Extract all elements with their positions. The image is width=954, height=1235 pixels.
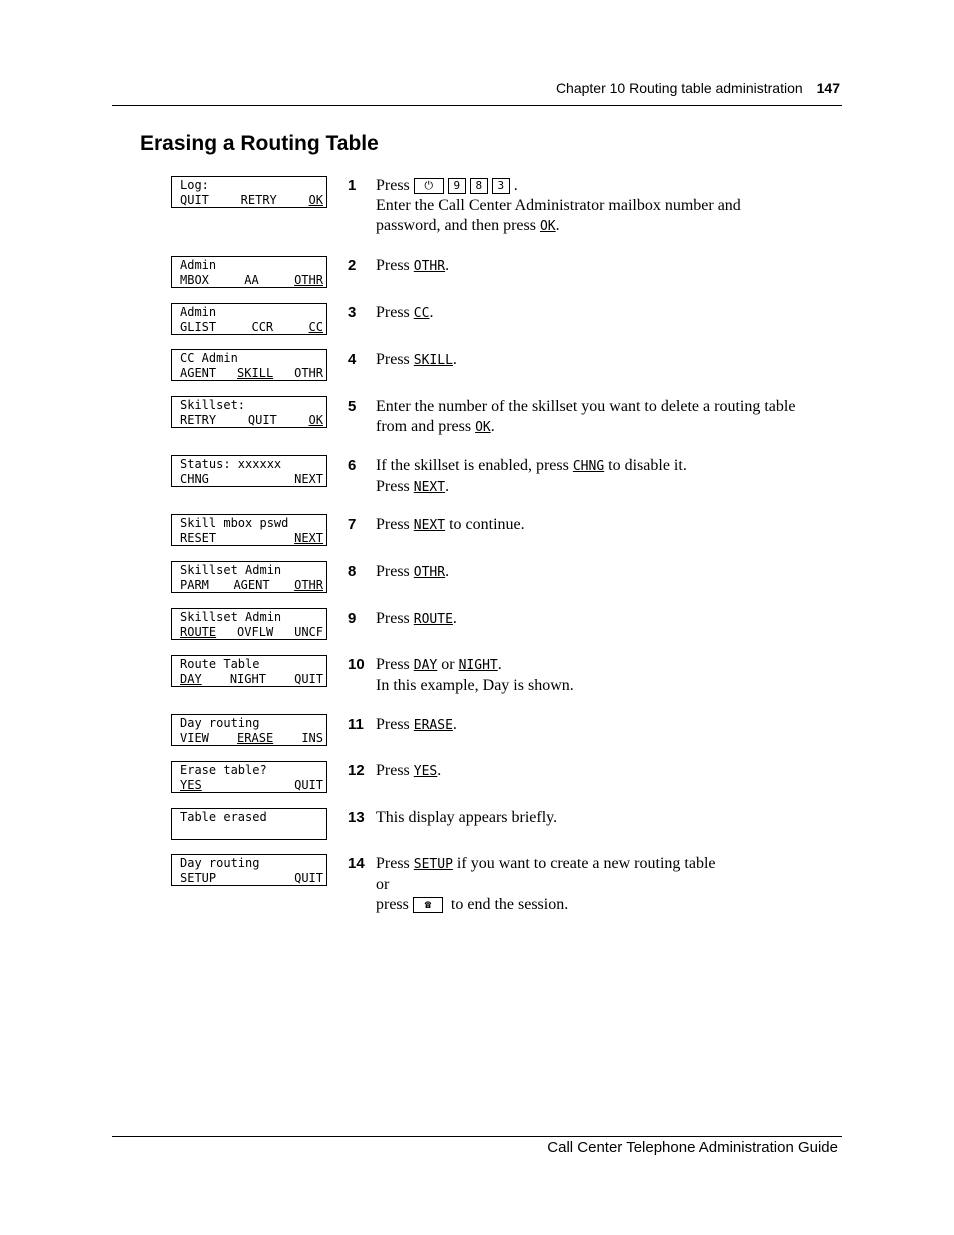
display-softkey: YES	[180, 778, 202, 792]
chapter-title: Chapter 10 Routing table administration	[555, 80, 803, 96]
step-text-run: .	[490, 418, 495, 435]
step-number: 3	[348, 304, 357, 321]
dialpad-key: 8	[470, 178, 488, 194]
step-text-run: In this example, Day is shown.	[376, 677, 574, 694]
display-softkey: INS	[301, 731, 323, 745]
step-text-run: If the skillset is enabled, press	[376, 457, 573, 474]
step-text-run: from and press	[376, 418, 476, 435]
step-text-run: Enter the number of the skillset you want to delete a routing table	[376, 398, 796, 415]
step-text	[376, 350, 836, 371]
display-softkey: NEXT	[294, 531, 323, 545]
display-softkey: DAY	[180, 672, 202, 686]
display-softkey: UNCF	[294, 625, 323, 639]
footer-rule	[112, 1136, 842, 1137]
display-softkey: RETRY	[240, 193, 277, 207]
step-text	[376, 655, 836, 696]
display-softkey: NEXT	[294, 472, 323, 486]
step-text-run: .	[513, 177, 518, 194]
display-softkey: PARM	[180, 578, 209, 592]
step-text-run: Press	[376, 656, 414, 673]
display-softkey: OVFLW	[237, 625, 274, 639]
display-softkey: OK	[308, 413, 323, 427]
display-softkey: QUIT	[180, 193, 209, 207]
display-softkeys	[180, 472, 324, 487]
step-text-run: Press	[376, 177, 414, 194]
step-text-run: to continue.	[445, 516, 525, 533]
display-softkey: QUIT	[247, 413, 277, 427]
softkey-label: NEXT	[413, 518, 446, 533]
softkey-label: CC	[413, 306, 430, 321]
phone-display	[171, 608, 327, 640]
display-softkeys	[180, 778, 324, 793]
step-text-run: to end the session.	[446, 896, 569, 913]
display-softkey: AA	[244, 273, 259, 287]
phone-display	[171, 514, 327, 546]
dialpad-key: 9	[448, 178, 466, 194]
step-number: 13	[348, 809, 365, 826]
phone-display	[171, 256, 327, 288]
feature-key-icon: ⏻	[414, 178, 444, 194]
step-text-run: to disable it.	[604, 457, 687, 474]
step-text	[376, 515, 836, 536]
step-text-run: .	[555, 217, 560, 234]
display-line: Route Table	[180, 657, 260, 671]
step-number: 14	[348, 855, 365, 872]
step-text	[376, 609, 836, 630]
display-line: Skillset:	[180, 398, 246, 412]
phone-display	[171, 303, 327, 335]
step-text-run: Press	[376, 855, 414, 872]
display-softkey: VIEW	[180, 731, 209, 745]
display-softkey: QUIT	[294, 778, 323, 792]
step-text	[376, 761, 836, 782]
step-text-run: .	[497, 656, 502, 673]
phone-display	[171, 561, 327, 593]
footer-title: Call Center Telephone Administration Guide	[547, 1139, 838, 1156]
display-softkeys	[180, 320, 324, 335]
softkey-label: YES	[413, 764, 438, 779]
display-softkeys	[180, 366, 324, 381]
step-text-run: .	[445, 257, 450, 274]
step-text	[376, 397, 836, 438]
step-text	[376, 256, 836, 277]
step-text-run: Press	[376, 351, 414, 368]
display-line: Day routing	[180, 716, 260, 730]
display-line: Table erased	[180, 810, 267, 824]
step-number: 7	[348, 516, 357, 533]
phone-display	[171, 176, 327, 208]
step-text-run: if you want to create a new routing table	[452, 855, 716, 872]
display-softkeys	[180, 625, 324, 640]
step-text-run: .	[452, 716, 457, 733]
display-softkeys	[180, 531, 324, 546]
display-softkey: QUIT	[294, 871, 323, 885]
display-softkey: SKILL	[237, 366, 274, 380]
phone-display	[171, 854, 327, 886]
step-number: 5	[348, 398, 357, 415]
step-text-run: .	[437, 762, 442, 779]
step-number: 8	[348, 563, 357, 580]
step-text	[376, 456, 836, 498]
phone-display	[171, 761, 327, 793]
step-text	[376, 808, 836, 828]
softkey-label: CHNG	[572, 459, 605, 474]
step-text	[376, 715, 836, 736]
display-softkey: RESET	[180, 531, 217, 545]
step-text-run: Enter the Call Center Administrator mailbox number and	[376, 197, 741, 214]
running-header	[556, 80, 840, 96]
step-text	[376, 303, 836, 324]
display-line: Day routing	[180, 856, 260, 870]
display-softkey: AGENT	[233, 578, 270, 592]
step-text-run: .	[452, 610, 457, 627]
display-line: Log:	[180, 178, 209, 192]
step-number: 2	[348, 257, 357, 274]
step-text-run: password, and then press	[376, 217, 540, 234]
display-softkey: OTHR	[294, 273, 323, 287]
display-softkey: OTHR	[294, 366, 323, 380]
display-softkey: SETUP	[180, 871, 217, 885]
phone-display	[171, 396, 327, 428]
step-text-run: .	[445, 563, 450, 580]
step-text-run: or	[376, 876, 390, 893]
step-number: 12	[348, 762, 365, 779]
display-softkey: CHNG	[180, 472, 209, 486]
display-softkeys	[180, 578, 324, 593]
step-text-run: Press	[376, 762, 414, 779]
display-line: Erase table?	[180, 763, 267, 777]
display-softkey: ERASE	[237, 731, 274, 745]
display-softkeys	[180, 871, 324, 886]
display-softkeys	[180, 672, 324, 687]
header-rule	[112, 105, 842, 106]
phone-display	[171, 808, 327, 840]
softkey-label: ERASE	[413, 718, 453, 733]
step-text-run: Press	[376, 257, 414, 274]
softkey-label: NEXT	[413, 480, 446, 495]
softkey-label: OTHR	[413, 259, 446, 274]
phone-display	[171, 655, 327, 687]
display-softkey: CC	[308, 320, 323, 334]
step-text	[376, 176, 836, 237]
display-softkey: AGENT	[180, 366, 217, 380]
step-text-run: Press	[376, 304, 414, 321]
release-key-icon: ☎	[413, 897, 443, 913]
step-number: 10	[348, 656, 365, 673]
display-softkeys	[180, 731, 324, 746]
display-line: Skillset Admin	[180, 563, 282, 577]
phone-display	[171, 349, 327, 381]
step-text	[376, 562, 836, 583]
softkey-label: SETUP	[413, 857, 453, 872]
step-text-run: Press	[376, 610, 414, 627]
softkey-label: SKILL	[413, 353, 453, 368]
step-number: 9	[348, 610, 357, 627]
phone-display	[171, 455, 327, 487]
softkey-label: ROUTE	[413, 612, 453, 627]
display-line: Skillset Admin	[180, 610, 282, 624]
display-softkey: NIGHT	[229, 672, 266, 686]
display-line: Admin	[180, 305, 217, 319]
display-softkey: RETRY	[180, 413, 217, 427]
step-text-run: Press	[376, 716, 414, 733]
display-softkey: OTHR	[294, 578, 323, 592]
display-softkeys	[180, 193, 324, 208]
step-number: 4	[348, 351, 357, 368]
display-softkey: OK	[308, 193, 323, 207]
page-number: 147	[816, 80, 840, 96]
display-line: CC Admin	[180, 351, 238, 365]
display-softkeys	[180, 413, 324, 428]
display-softkey: GLIST	[180, 320, 217, 334]
step-text-run: press	[376, 896, 413, 913]
softkey-label: OK	[475, 420, 491, 435]
dialpad-key: 3	[492, 178, 510, 194]
display-line: Skill mbox pswd	[180, 516, 289, 530]
step-text-run: Press	[376, 478, 414, 495]
step-text-run: Press	[376, 563, 414, 580]
display-softkey: CCR	[251, 320, 274, 334]
step-text-run: This display appears briefly.	[376, 809, 558, 826]
phone-display	[171, 714, 327, 746]
display-softkeys	[180, 825, 324, 840]
step-text-run: .	[452, 351, 457, 368]
step-number: 11	[348, 716, 364, 733]
display-softkey: MBOX	[180, 273, 209, 287]
display-softkey: QUIT	[294, 672, 323, 686]
step-text-run: .	[445, 478, 450, 495]
display-line: Status: xxxxxx	[180, 457, 282, 471]
display-softkey: ROUTE	[180, 625, 217, 639]
softkey-label: OTHR	[413, 565, 446, 580]
step-number: 6	[348, 457, 357, 474]
step-number: 1	[348, 177, 357, 194]
display-softkeys	[180, 273, 324, 288]
step-text-run: or	[437, 656, 459, 673]
softkey-label: NIGHT	[458, 658, 498, 673]
softkey-label: DAY	[413, 658, 438, 673]
section-title: Erasing a Routing Table	[140, 132, 379, 155]
display-line: Admin	[180, 258, 217, 272]
softkey-label: OK	[539, 219, 556, 234]
step-text-run: Press	[376, 516, 414, 533]
step-text-run: .	[429, 304, 434, 321]
step-text	[376, 854, 836, 915]
